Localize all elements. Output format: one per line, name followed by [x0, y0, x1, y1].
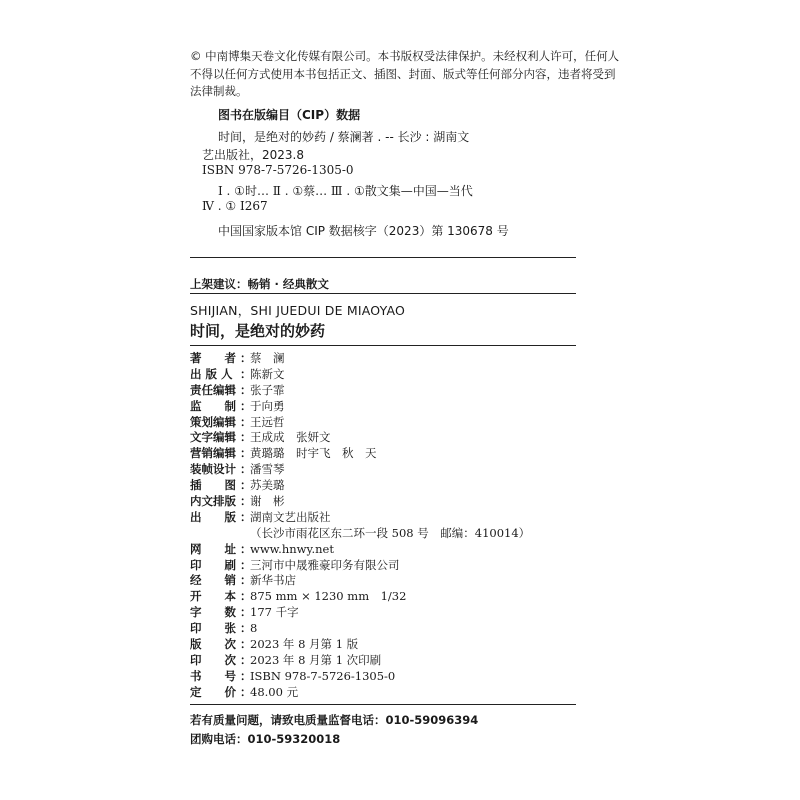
credit-label: 策划编辑 ： [190, 414, 252, 429]
credit-row [190, 494, 530, 510]
credit-value: 2023 年 8 月第 1 次印刷 [250, 652, 382, 667]
credit-row [190, 526, 530, 542]
credit-label: 出 版 人 ： [190, 366, 252, 381]
credit-value: 48.00 元 [250, 684, 299, 699]
credit-row [190, 542, 530, 558]
publisher-address: （长沙市雨花区东二环一段 508 号 邮编：410014） [250, 525, 531, 540]
credit-value: 177 千字 [250, 605, 299, 620]
credit-value: 2023 年 8 月第 1 版 [250, 637, 359, 652]
credit-row [190, 669, 530, 685]
credit-label: 开 本 ： [190, 589, 252, 604]
credit-label: 印 张 ： [190, 621, 252, 636]
credit-label: 著 者 ： [190, 351, 252, 365]
divider [190, 257, 576, 258]
credit-label: 出 版 ： [190, 509, 252, 524]
cip-title: 图书在版编目（CIP）数据 [218, 108, 361, 122]
credit-row [190, 446, 530, 462]
credit-row [190, 367, 530, 383]
credit-label: 定 价 ： [190, 684, 252, 699]
credit-row [190, 573, 530, 589]
credit-label: 监 制 ： [190, 398, 252, 413]
credit-label: 内文排版 ： [190, 494, 252, 509]
credit-label-blank [190, 526, 250, 542]
credit-value: ISBN 978-7-5726-1305-0 [250, 668, 396, 683]
cip-line: 艺出版社，2023.8 [202, 148, 304, 162]
credit-value: 黄璐璐 时宇飞 秋 天 [250, 446, 377, 461]
credit-row [190, 558, 530, 574]
group-purchase-phone: 团购电话：010-59320018 [190, 732, 341, 746]
credit-row [190, 637, 530, 653]
credit-row [190, 653, 530, 669]
credit-value: 潘雪琴 [250, 462, 285, 477]
credit-row [190, 383, 530, 399]
credit-value: 875 mm × 1230 mm 1/32 [250, 589, 407, 604]
cip-line: 时间，是绝对的妙药 / 蔡澜著 . -- 长沙 : 湖南文 [218, 130, 470, 144]
credit-row [190, 430, 530, 446]
credit-label: 印 刷 ： [190, 557, 252, 572]
book-title: 时间，是绝对的妙药 [190, 322, 326, 340]
credit-value: 三河市中晟雅豪印务有限公司 [250, 557, 400, 572]
cip-classification: Ⅳ . ① I267 [202, 199, 268, 213]
credit-value: 王成成 张妍文 [250, 430, 331, 445]
credit-row [190, 621, 530, 637]
credit-value: 8 [250, 621, 258, 636]
credit-value: 湖南文艺出版社 [250, 509, 331, 524]
credit-value: 新华书店 [250, 573, 296, 588]
divider [190, 704, 576, 705]
credit-label: 责任编辑 ： [190, 382, 252, 397]
credit-value: 蔡 澜 [250, 351, 285, 365]
credit-row [190, 478, 530, 494]
credit-label: 网 址 ： [190, 541, 252, 556]
credit-value: 王远哲 [250, 414, 285, 429]
credit-row [190, 589, 530, 605]
credit-value: 谢 彬 [250, 494, 285, 509]
credit-label: 版 次 ： [190, 637, 252, 652]
credit-label: 插 图 ： [190, 478, 252, 493]
credit-row [190, 685, 530, 701]
credit-row [190, 510, 530, 526]
shelf-suggestion: 上架建议：畅销 · 经典散文 [190, 277, 329, 291]
credit-label: 营销编辑 ： [190, 446, 252, 461]
divider [190, 293, 576, 294]
cip-isbn: ISBN 978-7-5726-1305-0 [202, 163, 354, 177]
credit-row [190, 415, 530, 431]
divider [190, 345, 576, 346]
credit-row [190, 399, 530, 415]
copyright-notice: © 中南博集天卷文化传媒有限公司。本书版权受法律保护。未经权利人许可，任何人不得以任何方式使用本书包括正文、插图、封面、版式等任何部分内容，违者将受到法律制裁。 [190, 49, 620, 98]
credit-row [190, 462, 530, 478]
credit-label: 印 次 ： [190, 652, 252, 667]
credit-value: 张子霏 [250, 382, 285, 397]
credit-label: 文字编辑 ： [190, 430, 252, 445]
credit-value: 苏美璐 [250, 478, 285, 493]
credit-label: 字 数 ： [190, 605, 252, 620]
cip-classification: Ⅰ . ①时… Ⅱ . ①蔡… Ⅲ . ①散文集—中国—当代 [218, 184, 473, 198]
cip-number: 中国国家版本馆 CIP 数据核字（2023）第 130678 号 [218, 224, 509, 238]
credit-label: 书 号 ： [190, 668, 252, 683]
credit-value: 陈新文 [250, 366, 285, 381]
credit-label: 经 销 ： [190, 573, 252, 588]
credit-label: 装帧设计 ： [190, 462, 252, 477]
credit-value: www.hnwy.net [250, 541, 334, 556]
quality-hotline: 若有质量问题，请致电质量监督电话：010-59096394 [190, 713, 479, 727]
credit-row [190, 605, 530, 621]
credits-list [190, 351, 530, 701]
credit-value: 于向勇 [250, 398, 285, 413]
title-pinyin: SHIJIAN，SHI JUEDUI DE MIAOYAO [190, 303, 406, 318]
credit-row [190, 351, 530, 367]
